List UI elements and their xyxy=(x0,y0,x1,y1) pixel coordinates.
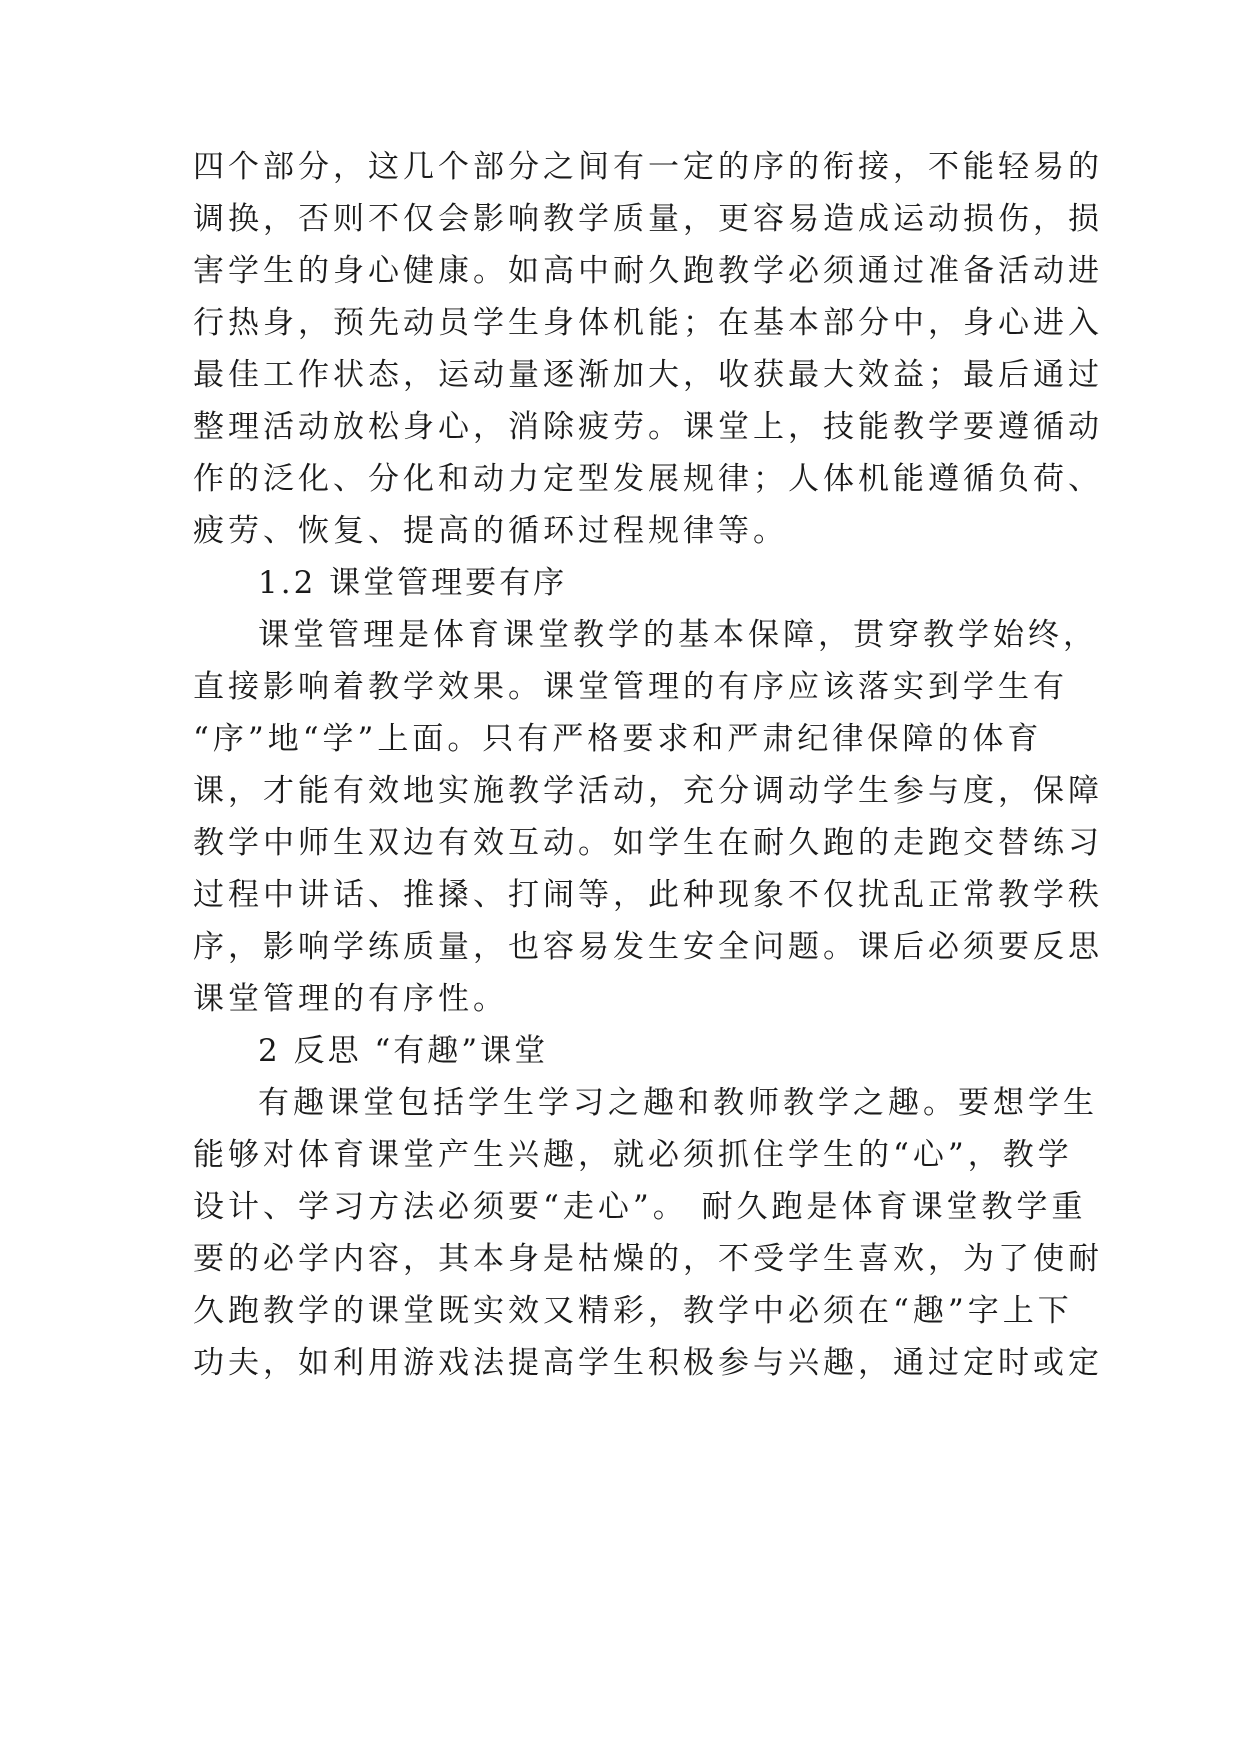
paragraph-first-line: 有趣课堂包括学生学习之趣和教师教学之趣。要想学生 xyxy=(258,1085,1098,1121)
paragraph-first-line: 课堂管理是体育课堂教学的基本保障，贯穿教学始终， xyxy=(258,617,1098,653)
body-text-line: 序，影响学练质量，也容易发生安全问题。课后必须要反思 xyxy=(193,929,1103,965)
body-text-line: 害学生的身心健康。如高中耐久跑教学必须通过准备活动进 xyxy=(193,253,1103,289)
body-text-line: 要的必学内容，其本身是枯燥的，不受学生喜欢，为了使耐 xyxy=(193,1241,1103,1277)
body-text-line: 四个部分，这几个部分之间有一定的序的衔接，不能轻易的 xyxy=(193,149,1103,185)
body-text-line: 行热身，预先动员学生身体机能；在基本部分中，身心进入 xyxy=(193,305,1103,341)
body-text-line: 教学中师生双边有效互动。如学生在耐久跑的走跑交替练习 xyxy=(193,825,1103,861)
body-text-line: 能够对体育课堂产生兴趣，就必须抓住学生的“心”，教学 xyxy=(193,1137,1073,1173)
body-text-line: 直接影响着教学效果。课堂管理的有序应该落实到学生有 xyxy=(193,669,1068,705)
body-text-line: 调换，否则不仅会影响教学质量，更容易造成运动损伤，损 xyxy=(193,201,1103,237)
section-heading: 1.2 课堂管理要有序 xyxy=(258,565,568,601)
body-text-line: “序”地“学”上面。只有严格要求和严肃纪律保障的体育 xyxy=(193,721,1043,757)
body-text-line: 课，才能有效地实施教学活动，充分调动学生参与度，保障 xyxy=(193,773,1103,809)
body-text-line: 最佳工作状态，运动量逐渐加大，收获最大效益；最后通过 xyxy=(193,357,1103,393)
body-text-line: 课堂管理的有序性。 xyxy=(193,981,508,1017)
body-text-line: 疲劳、恢复、提高的循环过程规律等。 xyxy=(193,513,788,549)
body-text-line: 功夫，如利用游戏法提高学生积极参与兴趣，通过定时或定 xyxy=(193,1345,1103,1381)
body-text-line: 过程中讲话、推搡、打闹等，此种现象不仅扰乱正常教学秩 xyxy=(193,877,1103,913)
body-text-line: 整理活动放松身心，消除疲劳。课堂上，技能教学要遵循动 xyxy=(193,409,1103,445)
body-text-line: 设计、学习方法必须要“走心”。 耐久跑是体育课堂教学重 xyxy=(193,1189,1087,1225)
body-text-line: 久跑教学的课堂既实效又精彩，教学中必须在“趣”字上下 xyxy=(193,1293,1073,1329)
body-text-line: 作的泛化、分化和动力定型发展规律；人体机能遵循负荷、 xyxy=(193,461,1103,497)
section-heading: 2 反思 “有趣”课堂 xyxy=(258,1033,549,1069)
